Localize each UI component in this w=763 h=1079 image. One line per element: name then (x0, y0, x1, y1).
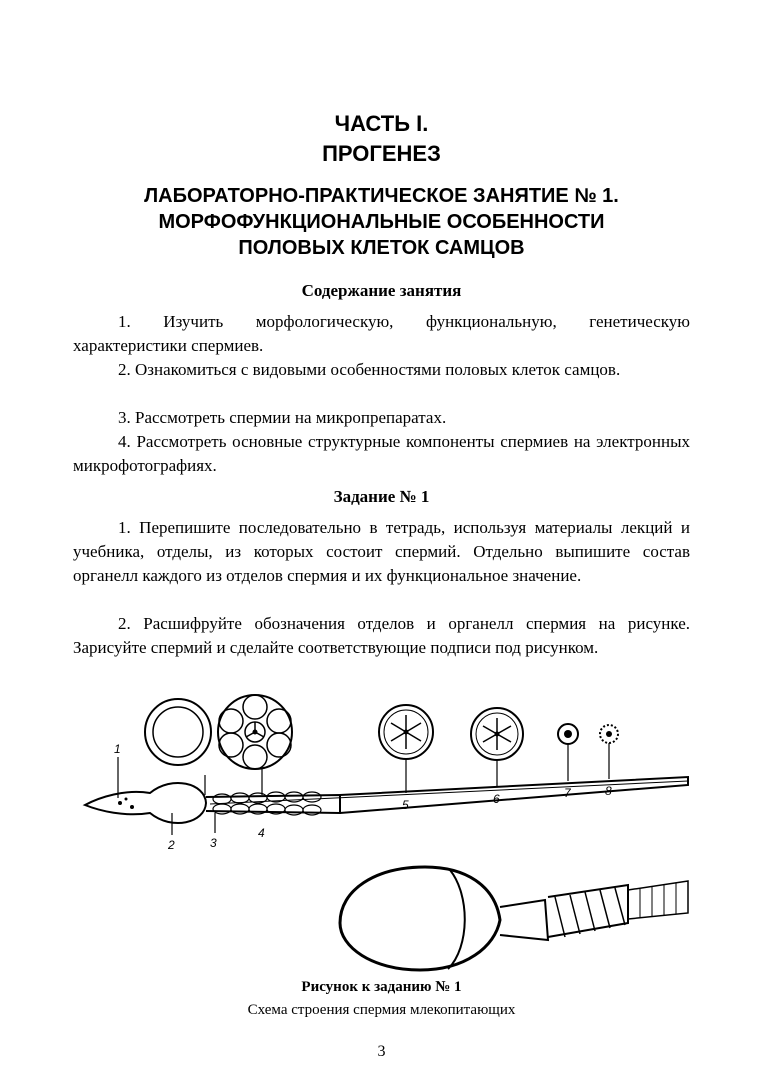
task-item-2: 2. Расшифруйте обозначения отделов и органелл спермия на рисунке. Зарисуйте спермий и сделайте соответствующие подписи под рисунком. (73, 614, 690, 657)
sperm-head (85, 783, 206, 823)
section-ring-outer (145, 699, 211, 765)
content-item-2: 2. Ознакомиться с видовыми особенностями половых клеток самцов. (118, 360, 621, 379)
figure-caption-text: Схема строения спермия млекопитающих (247, 1002, 516, 1018)
figure-label-1: 1 (114, 742, 121, 756)
content-item-1: 1. Изучить морфологическую, функциональную, генетическую характеристики спермиев. (73, 312, 690, 355)
figure-label-6: 6 (493, 792, 500, 806)
section-title: ПРОГЕНЕЗ (322, 141, 441, 166)
content-heading: Содержание занятия (301, 281, 462, 300)
enlarged-neck (500, 900, 548, 940)
figure-caption-title: Рисунок к заданию № 1 (301, 979, 462, 995)
figure-label-8: 8 (605, 784, 612, 798)
content-item-3: 3. Рассмотреть спермии на микропрепаратах. (118, 408, 447, 427)
page-number: 3 (377, 1043, 386, 1060)
task-heading: Задание № 1 (333, 487, 430, 506)
part-title: ЧАСТЬ I. (334, 111, 429, 136)
figure-label-3: 3 (210, 836, 217, 850)
enlarged-tail (628, 881, 688, 919)
figure-label-2: 2 (168, 838, 175, 852)
enlarged-acrosome-line (448, 870, 465, 969)
figure-label-5: 5 (402, 798, 409, 812)
figure-label-7: 7 (564, 786, 571, 800)
sperm-structure-figure (0, 685, 763, 975)
lab-title-line-3: ПОЛОВЫХ КЛЕТОК САМЦОВ (238, 237, 525, 259)
section-ring-inner (153, 707, 203, 757)
task-item-1: 1. Перепишите последовательно в тетрадь, используя материалы лекций и учебника, отделы, из которых состоит спермий. Отдельно выпишите состав органелл каждого из отделов спермия и их функциональное значение. (73, 518, 690, 585)
lab-title-line-1: ЛАБОРАТОРНО-ПРАКТИЧЕСКОЕ ЗАНЯТИЕ № 1. (144, 185, 619, 207)
content-item-4: 4. Рассмотреть основные структурные компоненты спермиев на электронных микрофотографиях. (73, 432, 690, 475)
enlarged-head (340, 867, 500, 970)
lab-title-line-2: МОРФОФУНКЦИОНАЛЬНЫЕ ОСОБЕННОСТИ (158, 211, 605, 233)
figure-label-4: 4 (258, 826, 265, 840)
